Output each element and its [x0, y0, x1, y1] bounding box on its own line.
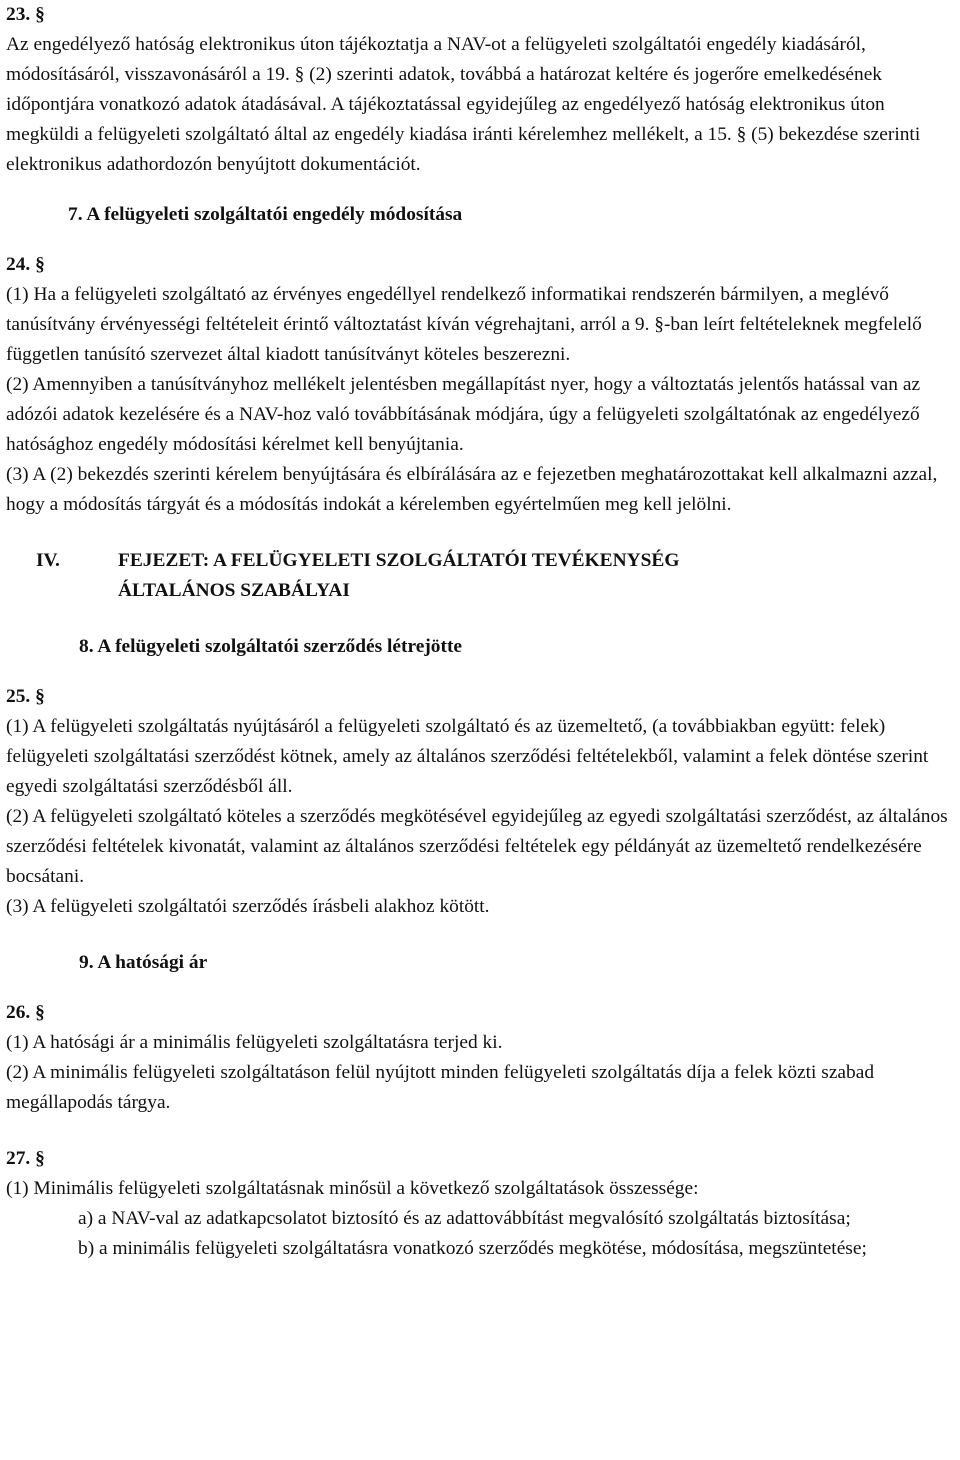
section-27: [6, 1144, 954, 1264]
chapter-number: IV.: [36, 550, 60, 571]
chapter-heading: [6, 546, 954, 606]
section-24-para-2: (2) Amennyiben a tanúsítványhoz mellékelt jelentésben megállapítást nyer, hogy a változtatás jelentős hatással van az adózói adatok kezelésére és a NAV-hoz való továbbításának módjára, úgy a felügyeleti szolgáltatónak az engedélyező hatósághoz engedély módosítási kérelmet kell benyújtania.: [6, 374, 921, 455]
section-heading-23: 23. §: [6, 4, 45, 25]
section-23: [6, 0, 954, 180]
section-24-para-3: (3) A (2) bekezdés szerinti kérelem benyújtására és elbírálására az e fejezetben meghatározottakat kell alkalmazni azzal, hogy a módosítás tárgyát és a módosítás indokát a kérelemben egyértelműen meg kell jelölni.: [6, 464, 938, 515]
section-24: [6, 250, 954, 520]
section-heading-26: 26. §: [6, 1002, 45, 1023]
subheading-8: 8. A felügyeleti szolgáltatói szerződés létrejötte: [79, 636, 463, 657]
section-27-para-1: (1) Minimális felügyeleti szolgáltatásnak minősül a következő szolgáltatások összessége:: [6, 1178, 699, 1199]
section-heading-24: 24. §: [6, 254, 45, 275]
list-item: b) a minimális felügyeleti szolgáltatásra vonatkozó szerződés megkötése, módosítása, megszüntetése;: [78, 1238, 867, 1259]
subheading-7: 7. A felügyeleti szolgáltatói engedély módosítása: [68, 204, 463, 225]
section-23-text: Az engedélyező hatóság elektronikus úton tájékoztatja a NAV-ot a felügyeleti szolgáltatói engedély kiadásáról, módosításáról, visszavonásáról a 19. § (2) szerinti adatok, továbbá a határozat keltére és jogerőre emelkedésének időpontjára vonatkozó adatok átadásával. A tájékoztatással egyidejűleg az engedélyező hatóság elektronikus úton megküldi a felügyeleti szolgáltató által az engedély kiadása iránti kérelemhez mellékelt, a 15. § (5) bekezdése szerinti elektronikus adathordozón benyújtott dokumentációt.: [6, 34, 921, 175]
section-26-para-2: (2) A minimális felügyeleti szolgáltatáson felül nyújtott minden felügyeleti szolgáltatás díja a felek közti szabad megállapodás tárgya.: [6, 1062, 875, 1113]
section-25: [6, 682, 954, 922]
section-26: [6, 998, 954, 1118]
section-25-para-1: (1) A felügyeleti szolgáltatás nyújtásáról a felügyeleti szolgáltató és az üzemeltető, (a továbbiakban együtt: felek) felügyeleti szolgáltatási szerződést kötnek, amely az általános szerződési feltételekből, valamint a felek döntése szerint egyedi szolgáltatási szerződésből áll.: [6, 716, 929, 797]
section-24-para-1: (1) Ha a felügyeleti szolgáltató az érvényes engedéllyel rendelkező informatikai rendszerén bármilyen, a meglévő tanúsítvány érvényességi feltételeit érintő változtatást kíván végrehajtani, arról a 9. §-ban leírt feltételeknek megfelelő független tanúsító szervezet által kiadott tanúsítványt köteles beszerezni.: [6, 284, 922, 365]
list-item: a) a NAV-val az adatkapcsolatot biztosító és az adattovábbítást megvalósító szolgáltatás biztosítása;: [78, 1208, 851, 1229]
section-heading-27: 27. §: [6, 1148, 45, 1169]
section-heading-25: 25. §: [6, 686, 45, 707]
chapter-title-line-1: FEJEZET: A FELÜGYELETI SZOLGÁLTATÓI TEVÉKENYSÉG: [118, 550, 680, 571]
section-25-para-2: (2) A felügyeleti szolgáltató köteles a szerződés megkötésével egyidejűleg az egyedi szolgáltatási szerződést, az általános szerződési feltételek kivonatát, valamint az általános szerződési feltételek egy példányát az üzemeltető rendelkezésére bocsátani.: [6, 806, 948, 887]
section-25-para-3: (3) A felügyeleti szolgáltatói szerződés írásbeli alakhoz kötött.: [6, 896, 490, 917]
chapter-title-line-2: ÁLTALÁNOS SZABÁLYAI: [118, 580, 350, 601]
chapter-title: [118, 546, 679, 606]
subheading-9: 9. A hatósági ár: [79, 952, 208, 973]
section-26-para-1: (1) A hatósági ár a minimális felügyeleti szolgáltatásra terjed ki.: [6, 1032, 503, 1053]
